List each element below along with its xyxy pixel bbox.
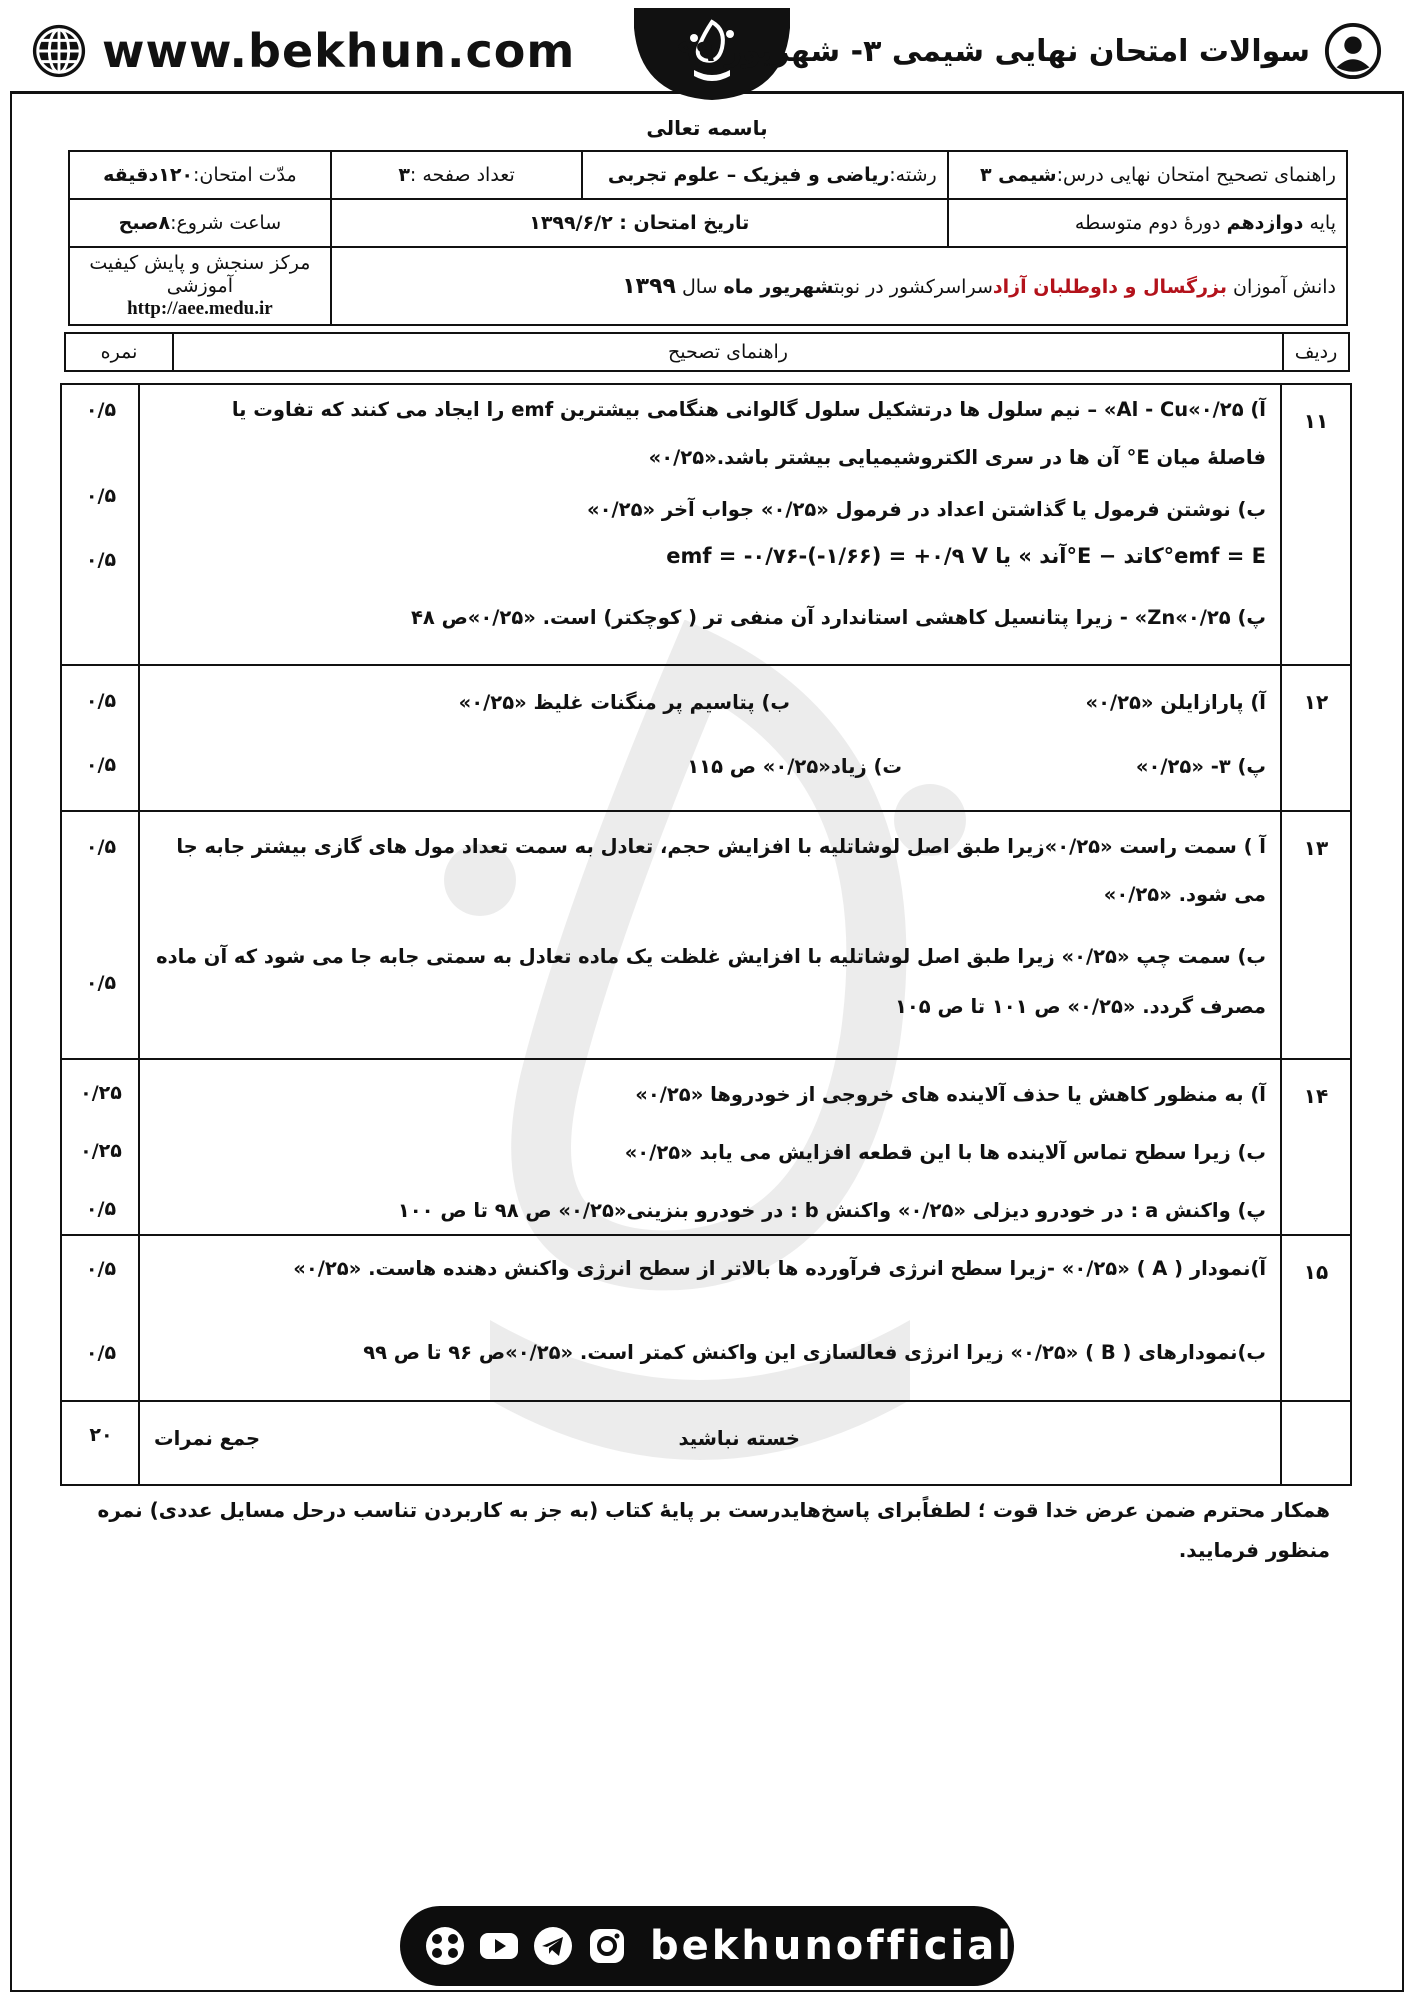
site-header [10, 8, 1404, 94]
score-value: ۰/۲۵ [80, 1140, 122, 1162]
center-name: مرکز سنجش و پایش کیفیت آموزشی [89, 252, 311, 297]
score-value: ۰/۲۵ [80, 1082, 122, 1104]
answer-line: ب)نمودارهای ( B ) «۰/۲۵» زیرا انرژی فعالسازی این واکنش کمتر است. «۰/۲۵»ص ۹۶ تا ص ۹۹ [363, 1341, 1266, 1364]
question-answer [140, 385, 1280, 664]
score-value: ۰/۵ [85, 690, 117, 712]
answer-line: آ) به منظور کاهش یا حذف آلاینده های خروجی از خودروها «۰/۲۵» [635, 1083, 1266, 1106]
score-value: ۰/۵ [85, 485, 117, 507]
question-number: ۱۱ [1280, 385, 1350, 664]
row-column-header: ردیف [1282, 334, 1348, 370]
answer-line: آ) Al - Cu«۰/۲۵» – نیم سلول ها درتشکیل سلول گالوانی هنگامی بیشترین emf را ایجاد می کنند که تفاوت یا [231, 398, 1266, 421]
total-row-body [140, 1402, 1280, 1484]
course-cell [948, 151, 1347, 199]
year: ۱۳۹۹ [622, 273, 676, 299]
score-value: ۰/۵ [85, 549, 117, 571]
score-value: ۰/۵ [85, 399, 117, 421]
students-cell [331, 247, 1347, 325]
grade-suffix: دورهٔ دوم متوسطه [1074, 212, 1227, 234]
exam-title: سوالات امتحان نهایی شیمی ۳- شهریور ۹۹ [677, 33, 1310, 69]
site-url-block[interactable] [30, 22, 575, 80]
answer-line: ب) نوشتن فرمول یا گذاشتن اعداد در فرمول «۰/۲۵» جواب آخر «۰/۲۵» [587, 498, 1266, 521]
score-value: ۰/۵ [85, 972, 117, 994]
basmala: باسمه تعالی [646, 116, 768, 140]
answer-line: آ ) سمت راست «۰/۲۵»زیرا طبق اصل لوشاتلیه با افزایش حجم، تعادل به سمت تعداد مول های گازی بیشتر جابه جا [176, 835, 1266, 858]
field-cell [582, 151, 947, 199]
duration-value: ۱۲۰دقیقه [103, 164, 194, 186]
question-answer [140, 1236, 1280, 1400]
question-number: ۱۴ [1280, 1060, 1350, 1234]
question-row-11 [62, 385, 1350, 666]
course-name: شیمی ۳ [979, 164, 1057, 186]
duration-cell [69, 151, 331, 199]
grade-value: دوازدهم [1226, 212, 1304, 234]
question-answer [140, 1060, 1280, 1234]
site-url-text[interactable]: www.bekhun.com [102, 24, 576, 78]
user-avatar-icon [1324, 22, 1382, 80]
page-count-cell [331, 151, 583, 199]
question-row-14 [62, 1060, 1350, 1236]
formula-line: emf = E°کاتد − E°آند » یا emf = -۰/۷۶-(-۱/۶۶) = +۰/۹ V [666, 544, 1266, 568]
total-row [62, 1402, 1350, 1484]
answer-line: ب) سمت چپ «۰/۲۵» زیرا طبق اصل لوشاتلیه با افزایش غلظت یک ماده تعادل به سمتی جابه جا می شود که آن ماده [156, 945, 1266, 968]
start-time-cell [69, 199, 331, 247]
students-prefix: دانش آموزان [1226, 275, 1336, 298]
answer-line: آ)نمودار ( A ) «۰/۲۵» -زیرا سطح انرژی فرآورده ها بالاتر از سطح انرژی واکنش دهنده هاست. «۰/۲۵» [293, 1257, 1266, 1280]
total-label: جمع نمرات [154, 1427, 261, 1450]
exam-date-cell [331, 199, 948, 247]
question-row-13 [62, 812, 1350, 1060]
grade-prefix: پایه [1303, 212, 1336, 234]
telegram-icon[interactable] [532, 1925, 574, 1967]
answer-line: فاصلهٔ میان E° آن ها در سری الکتروشیمیایی بیشتر باشد.«۰/۲۵» [648, 446, 1266, 469]
answer-line: پ) Zn«۰/۲۵» - زیرا پتانسیل کاهشی استاندارد آن منفی تر ( کوچکتر) است. «۰/۲۵»ص ۴۸ [410, 606, 1266, 629]
guide-prefix: راهنمای تصحیح امتحان نهایی درس: [1056, 164, 1336, 186]
start-time-label: ساعت شروع: [170, 212, 282, 234]
score-column-header: نمره [100, 341, 138, 363]
year-prefix: سال [675, 275, 724, 298]
total-row-number-cell [1280, 1402, 1350, 1484]
answer-line: پ) واکنش a : در خودرو دیزلی «۰/۲۵» واکنش b : در خودرو بنزینی«۰/۲۵» ص ۹۸ تا ص ۱۰۰ [397, 1199, 1266, 1222]
session: شهریور ماه [723, 275, 834, 298]
duration-label: مدّت امتحان: [193, 164, 297, 186]
answers-table-header [64, 332, 1350, 372]
score-cell [62, 666, 140, 810]
field-name: ریاضی و فیزیک – علوم تجربی [607, 164, 890, 186]
score-cell [62, 812, 140, 1058]
score-value: ۰/۵ [85, 754, 117, 776]
score-value: ۰/۵ [85, 1198, 117, 1220]
exam-info-table [68, 150, 1348, 326]
page-count-label: تعداد صفحه : [409, 164, 515, 186]
score-value: ۰/۵ [85, 1342, 117, 1364]
students-group: بزرگسال و داوطلبان آزاد [992, 275, 1227, 298]
globe-icon [30, 22, 88, 80]
score-cell [62, 385, 140, 664]
field-prefix: رشته: [889, 164, 937, 186]
score-cell [62, 1060, 140, 1234]
answer-item: پ) ۳- «۰/۲۵» [1135, 755, 1266, 778]
score-value: ۰/۵ [85, 1258, 117, 1280]
guide-column-header: راهنمای تصحیح [172, 334, 1282, 370]
question-row-12 [62, 666, 1350, 812]
instagram-icon[interactable] [586, 1925, 628, 1967]
exam-date: تاریخ امتحان : ۱۳۹۹/۶/۲ [529, 212, 750, 234]
question-answer [140, 812, 1280, 1058]
score-value: ۰/۵ [85, 836, 117, 858]
total-score: ۲۰ [89, 1424, 113, 1446]
question-number: ۱۲ [1280, 666, 1350, 810]
question-number: ۱۵ [1280, 1236, 1350, 1400]
grade-cell [948, 199, 1347, 247]
question-number: ۱۳ [1280, 812, 1350, 1058]
encourage-text: خسته نباشید [678, 1427, 800, 1450]
answer-line: مصرف گردد. «۰/۲۵» ص ۱۰۱ تا ص ۱۰۵ [894, 995, 1266, 1018]
social-handle[interactable]: bekhunofficial [650, 1923, 1014, 1969]
exam-title-block [678, 22, 1382, 80]
answers-table [60, 383, 1352, 1486]
answer-item: آ) پارازایلن «۰/۲۵» [1085, 691, 1266, 714]
page-count-value: ۳ [398, 164, 410, 186]
score-cell [62, 1236, 140, 1400]
aparat-icon[interactable] [424, 1925, 466, 1967]
footer-note: همکار محترم ضمن عرض خدا قوت ؛ لطفاًبرای پاسخ‌هایدرست بر پایهٔ کتاب (به جز به کاربردن تناسب درحل مسایل عددی) نمره منظور فرمایید. [97, 1498, 1330, 1562]
score-cell [62, 1402, 140, 1484]
social-bar [400, 1906, 1014, 1986]
answer-line: ب) زیرا سطح تماس آلاینده ها با این قطعه افزایش می یابد «۰/۲۵» [624, 1141, 1266, 1164]
center-url[interactable]: http://aee.medu.ir [127, 297, 273, 319]
center-cell [69, 247, 331, 325]
start-time-value: ۸صبح [118, 212, 171, 234]
students-mid: سراسرکشور در نوبت [833, 275, 993, 298]
answer-line: می شود. «۰/۲۵» [1103, 883, 1266, 906]
youtube-icon[interactable] [478, 1925, 520, 1967]
question-answer [140, 666, 1280, 810]
answer-item: ت) زیاد«۰/۲۵» ص ۱۱۵ [687, 755, 902, 778]
answer-item: ب) پتاسیم پر منگنات غلیظ «۰/۲۵» [458, 691, 790, 714]
question-row-15 [62, 1236, 1350, 1402]
